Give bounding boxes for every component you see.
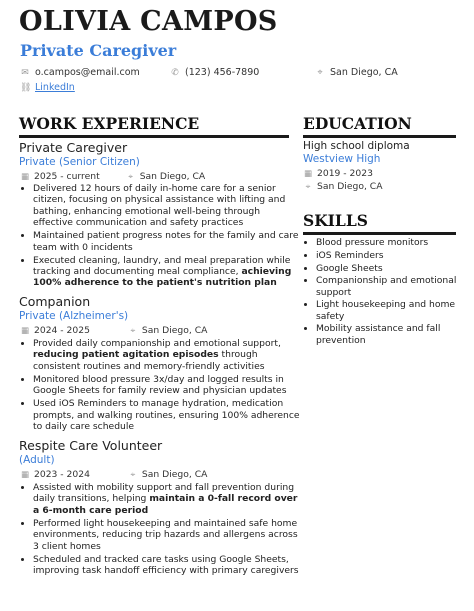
job-bullets <box>20 482 301 578</box>
work-divider <box>19 135 289 138</box>
phone-icon: ✆ <box>171 67 179 78</box>
job-bullets <box>20 183 301 290</box>
list-item: • Executed cleaning, laundry, and meal preparation while tracking and documenting meal compliance, achieving 100% adherence to the patient's nutrition plan <box>33 255 301 289</box>
location-pin-icon: ⌖ <box>128 171 134 182</box>
job-employer: (Adult) <box>19 454 55 466</box>
email-contact <box>20 67 140 78</box>
job-employer: Private (Senior Citizen) <box>19 156 140 168</box>
list-item: • Assisted with mobility support and fall prevention during daily transitions, helping maintain a 0-fall record over a 6-month care period <box>33 482 301 516</box>
list-item: • Scheduled and tracked care tasks using Google Sheets, improving task handoff efficiency with primary caregivers <box>33 554 301 577</box>
list-item: • Provided daily companionship and emotional support, reducing patient agitation episodes through consistent routines and memory-friendly activities <box>33 338 301 372</box>
education-divider <box>303 135 456 138</box>
skill-item: • Mobility assistance and fall prevention <box>316 323 466 345</box>
location-pin-icon: ⌖ <box>317 67 323 78</box>
skills-list <box>303 237 466 347</box>
skill-item: • Companionship and emotional support <box>316 275 466 297</box>
phone-contact <box>170 67 259 78</box>
list-item: • Delivered 12 hours of daily in-home care for a senior citizen, focusing on physical assistance with lifting and bathing, enhancing emotional well-being through effective communication and safety practices <box>33 183 301 229</box>
list-item: • Used iOS Reminders to manage hydration, medication prompts, and walking routines, ensuring 100% adherence to daily care schedule <box>33 398 301 432</box>
job-meta <box>20 171 205 182</box>
skill-item: • Light housekeeping and home safety <box>316 299 466 321</box>
job-dates: 2025 - current <box>34 171 100 182</box>
linkedin-link[interactable]: LinkedIn <box>35 82 75 93</box>
envelope-icon: ✉ <box>21 67 29 78</box>
location-pin-icon: ⌖ <box>130 469 136 480</box>
education-school: Westview High <box>303 153 381 165</box>
linkedin-contact[interactable] <box>20 82 75 93</box>
skills-divider <box>303 232 456 235</box>
list-item: • Maintained patient progress notes for the family and care team with 0 incidents <box>33 230 301 253</box>
education-degree: High school diploma <box>303 140 410 152</box>
job-title: Companion <box>19 294 91 309</box>
education-location-row <box>303 181 382 192</box>
list-item: • Monitored blood pressure 3x/day and logged results in Google Sheets for family review and physician updates <box>33 374 301 397</box>
phone-text: (123) 456-7890 <box>185 67 260 78</box>
education-dates-row <box>303 168 373 179</box>
job-title: Private Caregiver <box>19 140 128 155</box>
skills-heading: SKILLS <box>303 211 368 230</box>
education-heading: EDUCATION <box>303 114 412 133</box>
calendar-icon: ▦ <box>20 469 30 480</box>
education-location: San Diego, CA <box>317 181 383 192</box>
job-bullets <box>20 338 301 434</box>
job-meta <box>20 325 207 336</box>
calendar-icon: ▦ <box>303 168 313 179</box>
location-text: San Diego, CA <box>330 67 398 78</box>
job-location: San Diego, CA <box>141 325 208 336</box>
skill-item: • iOS Reminders <box>316 250 466 261</box>
work-experience-heading: WORK EXPERIENCE <box>19 114 200 133</box>
calendar-icon: ▦ <box>20 171 30 182</box>
job-dates: 2023 - 2024 <box>34 469 90 480</box>
job-meta <box>20 469 207 480</box>
email-text: o.campos@email.com <box>35 67 140 78</box>
job-dates: 2024 - 2025 <box>34 325 90 336</box>
job-location: San Diego, CA <box>139 171 206 182</box>
job-employer: Private (Alzheimer's) <box>19 310 129 322</box>
location-pin-icon: ⌖ <box>130 325 136 336</box>
link-icon: ⛓ <box>20 82 32 93</box>
job-location: San Diego, CA <box>141 469 208 480</box>
skill-item: • Blood pressure monitors <box>316 237 466 248</box>
list-item: • Performed light housekeeping and maintained safe home environments, reducing trip hazards and allergens across 3 client homes <box>33 518 301 552</box>
skill-item: • Google Sheets <box>316 263 466 274</box>
candidate-title: Private Caregiver <box>20 41 177 60</box>
location-contact <box>315 67 398 78</box>
education-dates: 2019 - 2023 <box>317 168 373 179</box>
calendar-icon: ▦ <box>20 325 30 336</box>
location-pin-icon: ⌖ <box>305 181 311 192</box>
job-title: Respite Care Volunteer <box>19 438 163 453</box>
candidate-name: OLIVIA CAMPOS <box>19 6 278 37</box>
